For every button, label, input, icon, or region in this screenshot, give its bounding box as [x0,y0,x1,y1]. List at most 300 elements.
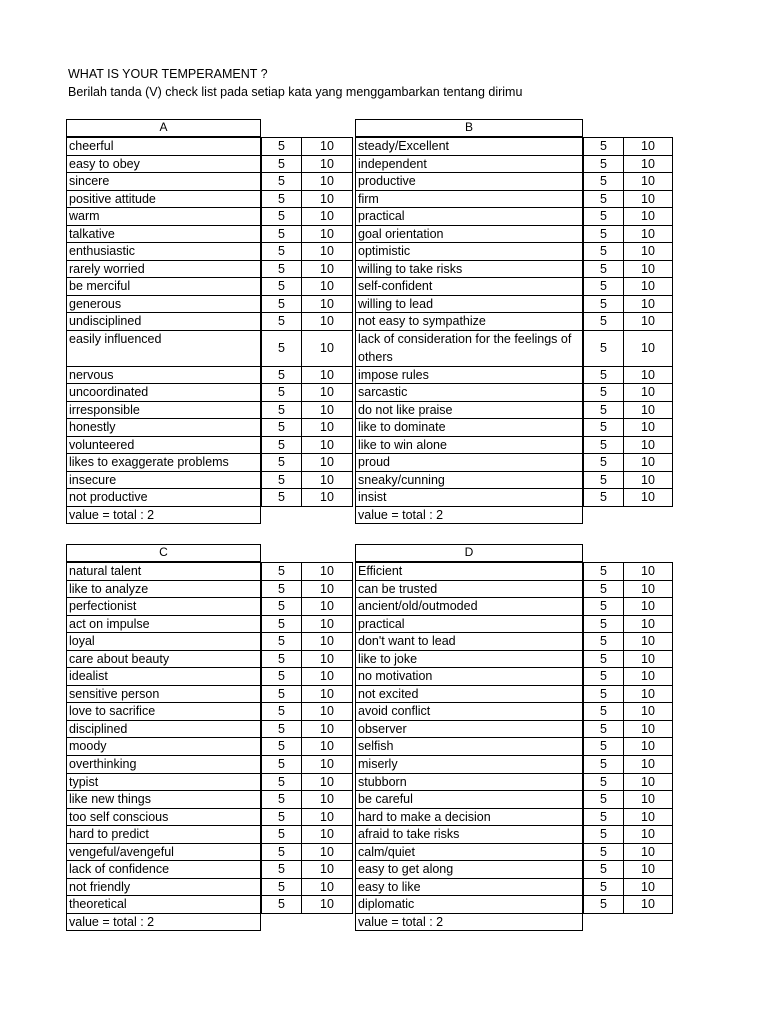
score-5-cell[interactable]: 5 [261,454,301,472]
table-row [355,138,673,156]
table-row [66,208,353,226]
table-row [355,756,673,774]
table-row [355,173,673,191]
score-5-cell[interactable]: 5 [261,243,301,261]
table-row [355,826,673,844]
score-5-cell[interactable]: 5 [583,454,623,472]
score-10-cell[interactable]: 10 [623,437,673,455]
table-row [66,616,353,634]
trait-word[interactable]: like to joke [355,651,583,669]
score-10-cell[interactable]: 10 [301,173,353,191]
score-5-cell[interactable]: 5 [261,774,301,792]
trait-word[interactable]: easy to get along [355,861,583,879]
table-row [66,243,353,261]
score-5-cell[interactable]: 5 [261,616,301,634]
table-row [355,472,673,490]
score-10-cell[interactable]: 10 [301,472,353,490]
score-10-cell[interactable]: 10 [301,331,353,367]
score-10-cell[interactable]: 10 [301,489,353,507]
trait-word[interactable]: irresponsible [66,402,261,420]
score-10-cell[interactable]: 10 [623,384,673,402]
score-5-cell[interactable]: 5 [261,419,301,437]
score-5-cell[interactable]: 5 [261,331,301,367]
trait-word[interactable]: not friendly [66,879,261,897]
score-5-cell[interactable]: 5 [261,861,301,879]
score-10-cell[interactable]: 10 [623,138,673,156]
score-10-cell[interactable]: 10 [623,472,673,490]
score-5-cell[interactable]: 5 [261,633,301,651]
score-10-cell[interactable]: 10 [623,489,673,507]
table-row [355,296,673,314]
score-10-cell[interactable]: 10 [301,454,353,472]
trait-word[interactable]: not excited [355,686,583,704]
table-row [66,384,353,402]
score-10-cell[interactable]: 10 [301,791,353,809]
score-5-cell[interactable]: 5 [583,261,623,279]
score-5-cell[interactable]: 5 [261,472,301,490]
trait-word[interactable]: act on impulse [66,616,261,634]
trait-word[interactable]: like new things [66,791,261,809]
score-10-cell[interactable]: 10 [301,208,353,226]
score-10-cell[interactable]: 10 [301,844,353,862]
score-10-cell[interactable]: 10 [301,668,353,686]
score-5-cell[interactable]: 5 [583,243,623,261]
score-10-cell[interactable]: 10 [623,563,673,581]
score-5-cell[interactable]: 5 [583,668,623,686]
score-5-cell[interactable]: 5 [583,861,623,879]
table-row [66,402,353,420]
table-row [66,686,353,704]
score-5-cell[interactable]: 5 [261,896,301,914]
trait-word[interactable]: cheerful [66,138,261,156]
score-5-cell[interactable]: 5 [583,633,623,651]
trait-word[interactable]: sarcastic [355,384,583,402]
table-row [66,138,353,156]
trait-word[interactable]: natural talent [66,563,261,581]
table-row [355,633,673,651]
trait-word[interactable]: don't want to lead [355,633,583,651]
score-10-cell[interactable]: 10 [301,313,353,331]
trait-word[interactable]: easy to like [355,879,583,897]
score-10-cell[interactable]: 10 [301,861,353,879]
table-row [66,861,353,879]
score-5-cell[interactable]: 5 [583,651,623,669]
trait-word[interactable]: practical [355,616,583,634]
trait-word[interactable]: willing to lead [355,296,583,314]
score-10-cell[interactable]: 10 [623,879,673,897]
score-5-cell[interactable]: 5 [261,598,301,616]
table-row [66,419,353,437]
trait-word[interactable]: uncoordinated [66,384,261,402]
score-5-cell[interactable]: 5 [583,879,623,897]
section-header: B [355,119,583,137]
score-10-cell[interactable]: 10 [623,278,673,296]
trait-word[interactable]: observer [355,721,583,739]
score-5-cell[interactable]: 5 [583,896,623,914]
score-10-cell[interactable]: 10 [623,296,673,314]
score-5-cell[interactable]: 5 [261,563,301,581]
table-row [355,844,673,862]
table-row [66,668,353,686]
score-10-cell[interactable]: 10 [301,774,353,792]
score-5-cell[interactable]: 5 [261,686,301,704]
score-10-cell[interactable]: 10 [301,156,353,174]
score-10-cell[interactable]: 10 [301,296,353,314]
trait-word[interactable]: like to analyze [66,581,261,599]
trait-word[interactable]: self-confident [355,278,583,296]
table-row [355,331,673,367]
score-5-cell[interactable]: 5 [261,173,301,191]
trait-word[interactable]: overthinking [66,756,261,774]
table-row [66,581,353,599]
score-10-cell[interactable]: 10 [301,651,353,669]
score-5-cell[interactable]: 5 [583,402,623,420]
score-10-cell[interactable]: 10 [301,686,353,704]
score-10-cell[interactable]: 10 [623,156,673,174]
trait-word[interactable]: like to win alone [355,437,583,455]
trait-word[interactable]: willing to take risks [355,261,583,279]
score-10-cell[interactable]: 10 [623,402,673,420]
score-5-cell[interactable]: 5 [583,313,623,331]
score-10-cell[interactable]: 10 [623,598,673,616]
score-10-cell[interactable]: 10 [623,616,673,634]
trait-word[interactable]: love to sacrifice [66,703,261,721]
trait-word[interactable]: impose rules [355,367,583,385]
page-instructions: Berilah tanda (V) check list pada setiap kata yang menggambarkan tentang dirimu [68,85,523,99]
score-5-cell[interactable]: 5 [583,721,623,739]
trait-word[interactable]: be merciful [66,278,261,296]
table-row [66,437,353,455]
score-5-cell[interactable]: 5 [261,191,301,209]
score-5-cell[interactable]: 5 [261,844,301,862]
table-row [66,598,353,616]
score-5-cell[interactable]: 5 [583,489,623,507]
table-row [66,261,353,279]
score-5-cell[interactable]: 5 [583,738,623,756]
trait-word[interactable]: miserly [355,756,583,774]
trait-word[interactable]: typist [66,774,261,792]
trait-word[interactable]: insist [355,489,583,507]
score-5-cell[interactable]: 5 [261,826,301,844]
score-5-cell[interactable]: 5 [583,156,623,174]
trait-word[interactable]: productive [355,173,583,191]
score-5-cell[interactable]: 5 [583,173,623,191]
table-row [355,419,673,437]
trait-word[interactable]: not easy to sympathize [355,313,583,331]
trait-word[interactable]: independent [355,156,583,174]
score-10-cell[interactable]: 10 [623,844,673,862]
score-5-cell[interactable]: 5 [261,668,301,686]
score-5-cell[interactable]: 5 [583,191,623,209]
score-5-cell[interactable]: 5 [583,756,623,774]
trait-word[interactable]: sincere [66,173,261,191]
score-10-cell[interactable]: 10 [301,756,353,774]
score-5-cell[interactable]: 5 [261,879,301,897]
trait-word[interactable]: talkative [66,226,261,244]
table-row [355,437,673,455]
trait-word[interactable]: goal orientation [355,226,583,244]
trait-word[interactable]: selfish [355,738,583,756]
score-10-cell[interactable]: 10 [301,721,353,739]
trait-word[interactable]: nervous [66,367,261,385]
score-5-cell[interactable]: 5 [583,809,623,827]
table-row [66,756,353,774]
score-5-cell[interactable]: 5 [261,156,301,174]
score-5-cell[interactable]: 5 [261,313,301,331]
score-10-cell[interactable]: 10 [301,191,353,209]
score-5-cell[interactable]: 5 [261,437,301,455]
score-5-cell[interactable]: 5 [261,226,301,244]
score-10-cell[interactable]: 10 [301,402,353,420]
score-10-cell[interactable]: 10 [623,367,673,385]
trait-word[interactable]: disciplined [66,721,261,739]
score-10-cell[interactable]: 10 [301,581,353,599]
score-10-cell[interactable]: 10 [623,826,673,844]
score-10-cell[interactable]: 10 [623,454,673,472]
score-10-cell[interactable]: 10 [623,633,673,651]
score-5-cell[interactable]: 5 [261,581,301,599]
score-10-cell[interactable]: 10 [301,138,353,156]
trait-word[interactable]: perfectionist [66,598,261,616]
table-row [355,454,673,472]
score-10-cell[interactable]: 10 [301,598,353,616]
score-5-cell[interactable]: 5 [583,138,623,156]
score-5-cell[interactable]: 5 [261,756,301,774]
score-10-cell[interactable]: 10 [623,173,673,191]
score-10-cell[interactable]: 10 [623,686,673,704]
trait-word[interactable]: lack of consideration for the feelings of others [355,331,583,367]
score-10-cell[interactable]: 10 [301,226,353,244]
score-5-cell[interactable]: 5 [583,844,623,862]
trait-word[interactable]: generous [66,296,261,314]
trait-word[interactable]: firm [355,191,583,209]
table-row [355,384,673,402]
score-10-cell[interactable]: 10 [301,809,353,827]
trait-word[interactable]: rarely worried [66,261,261,279]
score-10-cell[interactable]: 10 [623,331,673,367]
score-5-cell[interactable]: 5 [583,686,623,704]
table-row [355,809,673,827]
trait-word[interactable]: insecure [66,472,261,490]
score-10-cell[interactable]: 10 [623,313,673,331]
trait-word[interactable]: hard to make a decision [355,809,583,827]
trait-word[interactable]: undisciplined [66,313,261,331]
trait-word[interactable]: enthusiastic [66,243,261,261]
score-10-cell[interactable]: 10 [301,616,353,634]
score-5-cell[interactable]: 5 [261,721,301,739]
score-10-cell[interactable]: 10 [301,243,353,261]
score-5-cell[interactable]: 5 [583,774,623,792]
trait-word[interactable]: diplomatic [355,896,583,914]
score-5-cell[interactable]: 5 [261,278,301,296]
trait-word[interactable]: optimistic [355,243,583,261]
trait-word[interactable]: afraid to take risks [355,826,583,844]
score-10-cell[interactable]: 10 [623,191,673,209]
table-row [355,738,673,756]
table-row [355,668,673,686]
score-5-cell[interactable]: 5 [261,489,301,507]
score-10-cell[interactable]: 10 [623,791,673,809]
score-10-cell[interactable]: 10 [623,261,673,279]
score-5-cell[interactable]: 5 [261,208,301,226]
score-10-cell[interactable]: 10 [301,826,353,844]
table-row [66,454,353,472]
table-row [66,844,353,862]
table-row [355,489,673,507]
trait-word[interactable]: not productive [66,489,261,507]
trait-word[interactable]: can be trusted [355,581,583,599]
score-5-cell[interactable]: 5 [583,367,623,385]
score-5-cell[interactable]: 5 [583,598,623,616]
table-row [355,191,673,209]
trait-word[interactable]: warm [66,208,261,226]
score-5-cell[interactable]: 5 [261,384,301,402]
score-10-cell[interactable]: 10 [301,563,353,581]
trait-word[interactable]: too self conscious [66,809,261,827]
score-10-cell[interactable]: 10 [623,738,673,756]
trait-word[interactable]: hard to predict [66,826,261,844]
score-5-cell[interactable]: 5 [583,208,623,226]
score-5-cell[interactable]: 5 [583,563,623,581]
trait-word[interactable]: lack of confidence [66,861,261,879]
score-5-cell[interactable]: 5 [583,472,623,490]
trait-word[interactable]: ancient/old/outmoded [355,598,583,616]
table-row [66,721,353,739]
table-row [355,402,673,420]
table-row [66,651,353,669]
score-5-cell[interactable]: 5 [583,581,623,599]
trait-word[interactable]: calm/quiet [355,844,583,862]
trait-word[interactable]: loyal [66,633,261,651]
trait-word[interactable]: vengeful/avengeful [66,844,261,862]
table-row [66,563,353,581]
page-title: WHAT IS YOUR TEMPERAMENT ? [68,67,268,81]
score-10-cell[interactable]: 10 [623,208,673,226]
score-10-cell[interactable]: 10 [623,668,673,686]
trait-word[interactable]: care about beauty [66,651,261,669]
score-5-cell[interactable]: 5 [583,791,623,809]
table-row [355,226,673,244]
score-10-cell[interactable]: 10 [623,774,673,792]
table-row [66,313,353,331]
score-5-cell[interactable]: 5 [583,703,623,721]
table-row [355,208,673,226]
score-5-cell[interactable]: 5 [583,384,623,402]
score-10-cell[interactable]: 10 [301,738,353,756]
table-row [66,472,353,490]
score-10-cell[interactable]: 10 [623,581,673,599]
score-5-cell[interactable]: 5 [261,791,301,809]
trait-word[interactable]: positive attitude [66,191,261,209]
score-10-cell[interactable]: 10 [301,419,353,437]
score-5-cell[interactable]: 5 [583,437,623,455]
trait-word[interactable]: Efficient [355,563,583,581]
score-5-cell[interactable]: 5 [583,419,623,437]
trait-word[interactable]: theoretical [66,896,261,914]
trait-word[interactable]: stubborn [355,774,583,792]
table-row [355,791,673,809]
score-10-cell[interactable]: 10 [623,226,673,244]
table-row [355,156,673,174]
trait-word[interactable]: like to dominate [355,419,583,437]
score-10-cell[interactable]: 10 [301,278,353,296]
score-10-cell[interactable]: 10 [301,367,353,385]
trait-word[interactable]: practical [355,208,583,226]
table-row [355,367,673,385]
score-5-cell[interactable]: 5 [583,226,623,244]
score-10-cell[interactable]: 10 [623,721,673,739]
score-10-cell[interactable]: 10 [623,243,673,261]
score-5-cell[interactable]: 5 [261,703,301,721]
trait-word[interactable]: sneaky/cunning [355,472,583,490]
table-row [66,791,353,809]
score-5-cell[interactable]: 5 [261,138,301,156]
score-10-cell[interactable]: 10 [301,633,353,651]
trait-word[interactable]: avoid conflict [355,703,583,721]
score-10-cell[interactable]: 10 [301,896,353,914]
trait-word[interactable]: easy to obey [66,156,261,174]
table-row [355,774,673,792]
score-10-cell[interactable]: 10 [301,879,353,897]
trait-word[interactable]: likes to exaggerate problems [66,454,261,472]
score-5-cell[interactable]: 5 [583,616,623,634]
trait-word[interactable]: honestly [66,419,261,437]
score-5-cell[interactable]: 5 [261,367,301,385]
score-10-cell[interactable]: 10 [301,703,353,721]
score-5-cell[interactable]: 5 [583,826,623,844]
trait-word[interactable]: proud [355,454,583,472]
table-row [66,156,353,174]
score-5-cell[interactable]: 5 [261,402,301,420]
table-row [355,879,673,897]
table-row [355,703,673,721]
table-row [355,721,673,739]
score-5-cell[interactable]: 5 [583,296,623,314]
table-row [355,598,673,616]
trait-word[interactable]: steady/Excellent [355,138,583,156]
score-10-cell[interactable]: 10 [623,419,673,437]
table-row [66,278,353,296]
score-10-cell[interactable]: 10 [301,384,353,402]
score-5-cell[interactable]: 5 [261,261,301,279]
trait-word[interactable]: idealist [66,668,261,686]
score-5-cell[interactable]: 5 [261,296,301,314]
trait-word[interactable]: moody [66,738,261,756]
trait-word[interactable]: no motivation [355,668,583,686]
trait-word[interactable]: sensitive person [66,686,261,704]
score-10-cell[interactable]: 10 [623,756,673,774]
table-row [66,173,353,191]
table-row [66,331,353,367]
score-5-cell[interactable]: 5 [261,809,301,827]
score-10-cell[interactable]: 10 [301,437,353,455]
table-row [66,226,353,244]
score-10-cell[interactable]: 10 [623,703,673,721]
score-5-cell[interactable]: 5 [261,651,301,669]
score-10-cell[interactable]: 10 [623,809,673,827]
score-10-cell[interactable]: 10 [623,896,673,914]
score-5-cell[interactable]: 5 [583,331,623,367]
score-10-cell[interactable]: 10 [623,861,673,879]
score-5-cell[interactable]: 5 [583,278,623,296]
score-5-cell[interactable]: 5 [261,738,301,756]
trait-word[interactable]: do not like praise [355,402,583,420]
score-10-cell[interactable]: 10 [301,261,353,279]
score-10-cell[interactable]: 10 [623,651,673,669]
trait-word[interactable]: easily influenced [66,331,261,367]
trait-word[interactable]: volunteered [66,437,261,455]
trait-word[interactable]: be careful [355,791,583,809]
